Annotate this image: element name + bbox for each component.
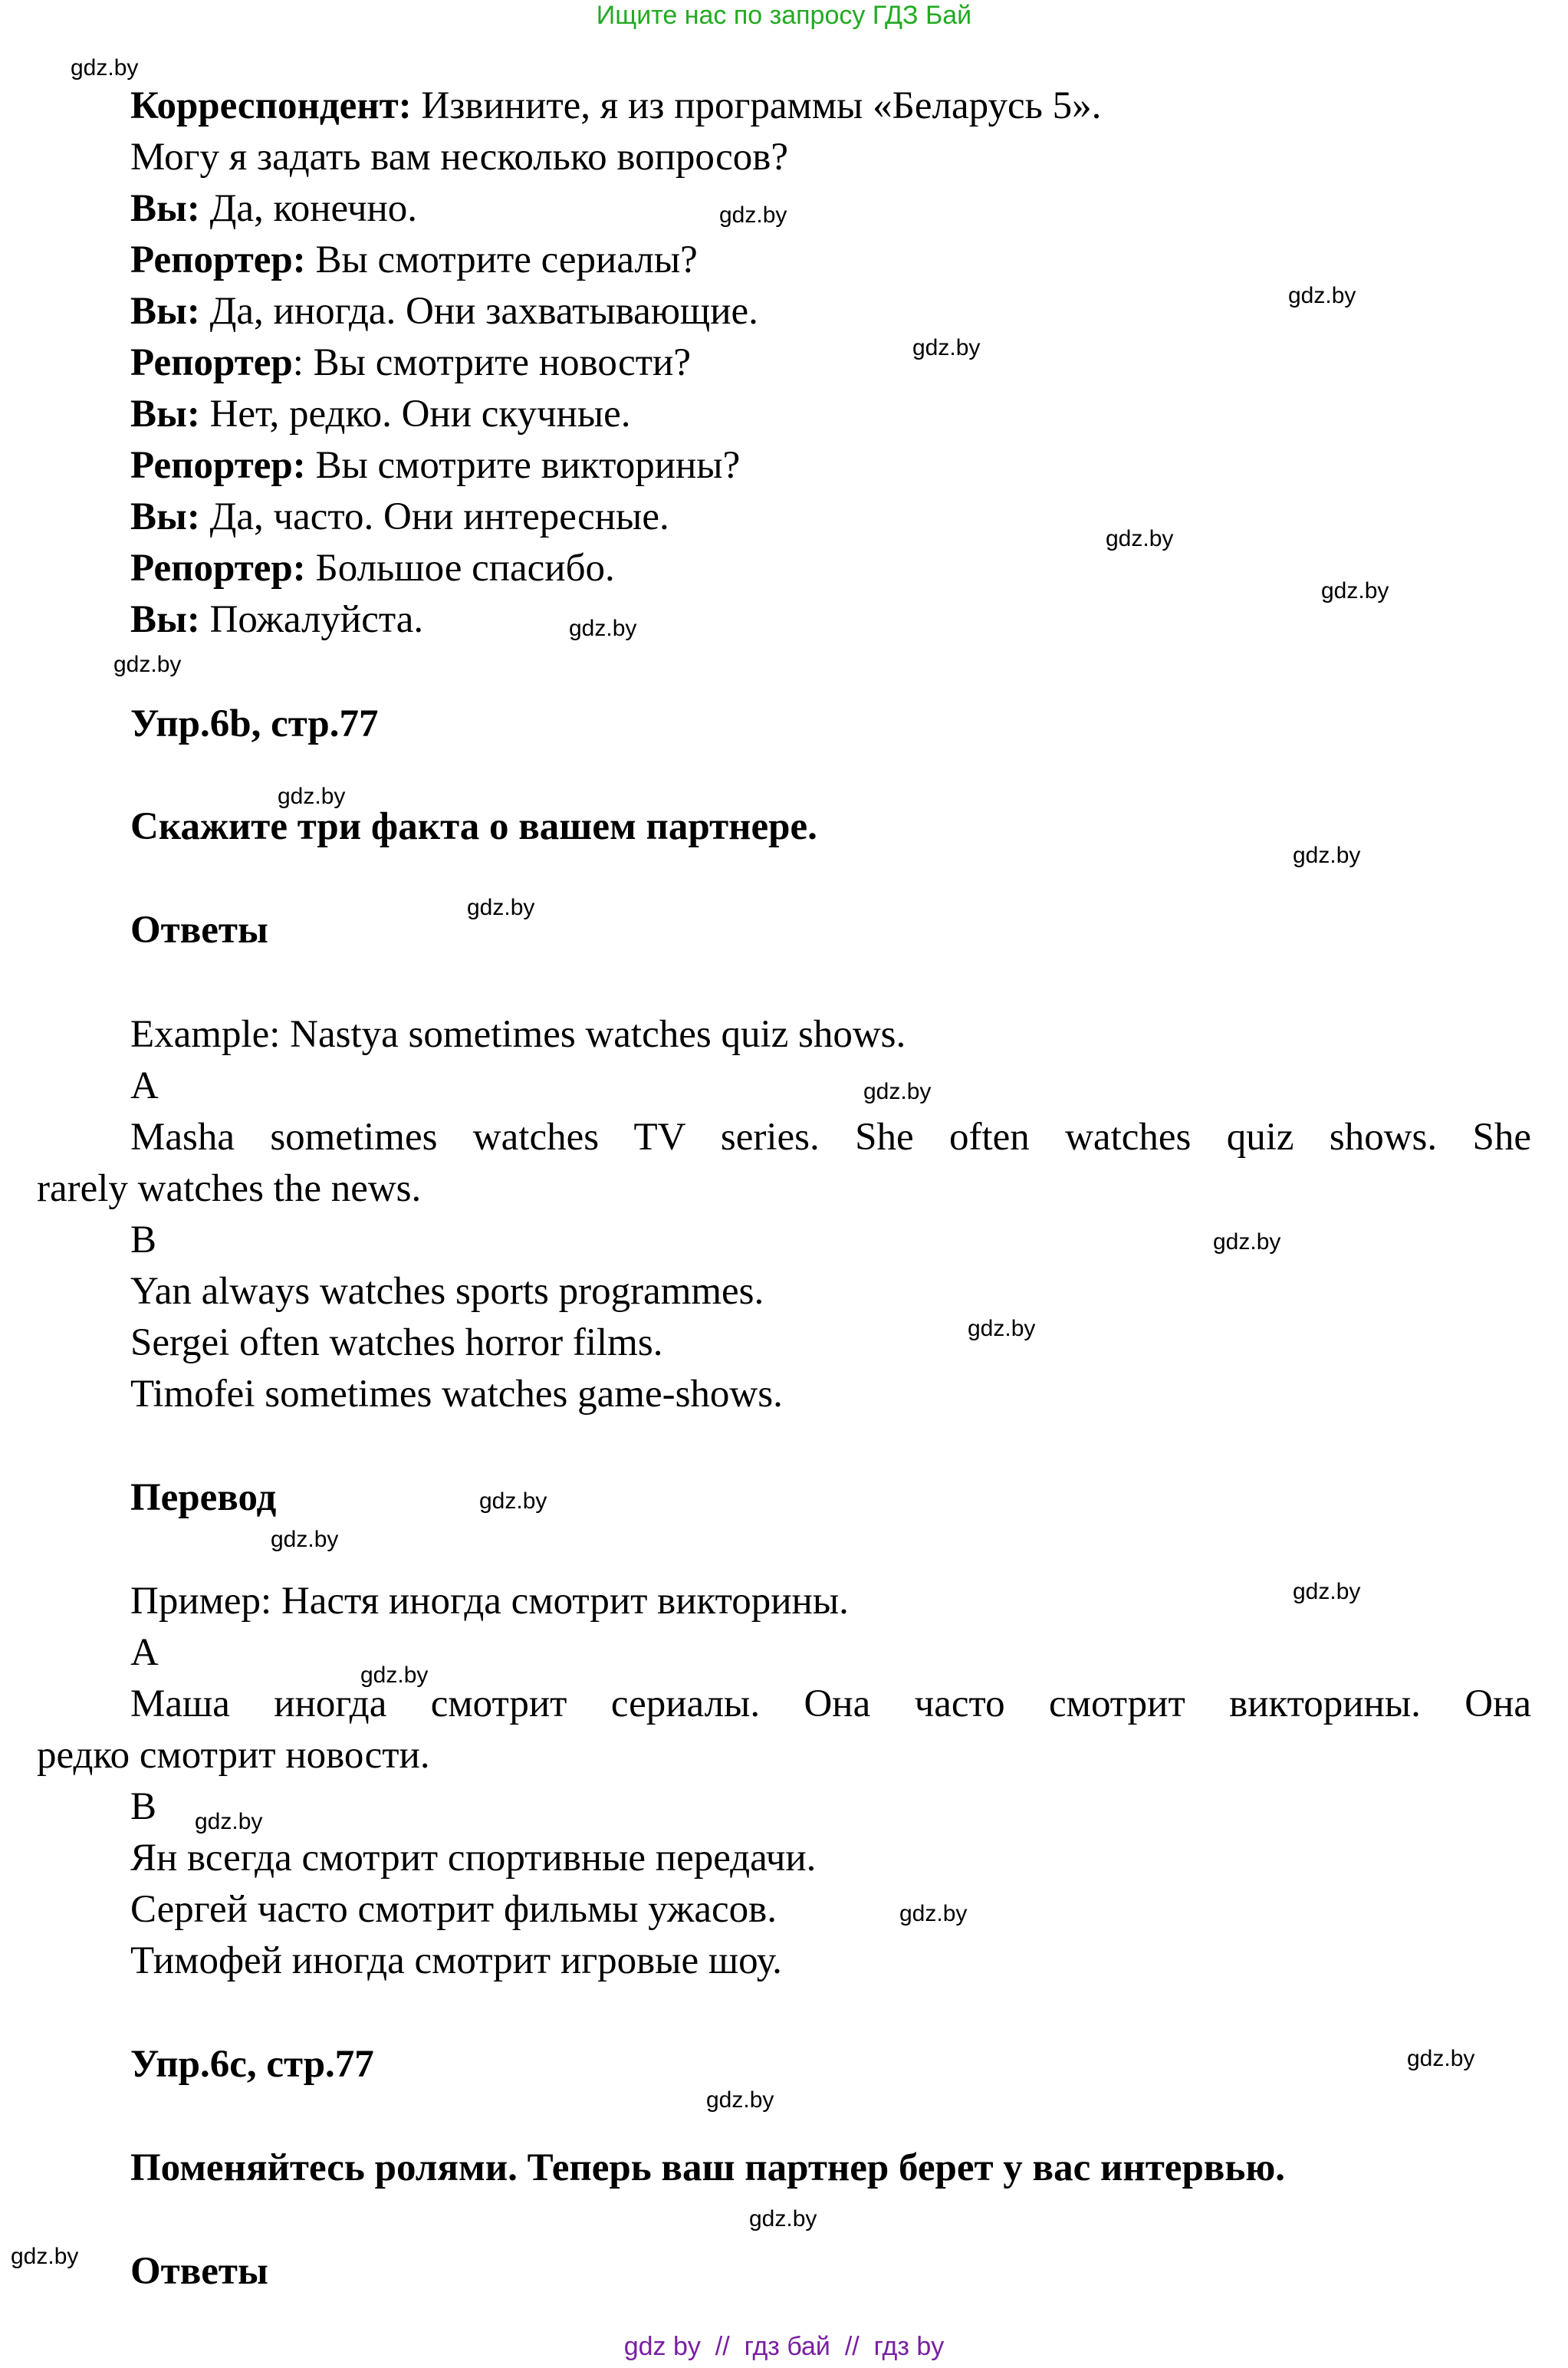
translation-group-a-label: А — [130, 1631, 159, 1674]
speaker-label: Вы: — [130, 290, 200, 333]
dialogue-line — [130, 235, 698, 284]
watermark: gdz.by — [195, 1809, 263, 1834]
footer-links: gdz by // гдз бай // гдз by — [623, 2332, 945, 2361]
example-line: Example: Nastya sometimes watches quiz shows. — [130, 1013, 906, 1056]
watermark: gdz.by — [271, 1527, 339, 1552]
group-b-line: Yan always watches sports programmes. — [130, 1270, 764, 1313]
dialogue-line — [130, 338, 691, 387]
answers-heading: Ответы — [130, 909, 268, 952]
watermark: gdz.by — [360, 1663, 429, 1688]
exercise-6b-heading: Упр.6b, стр.77 — [130, 702, 379, 745]
exercise-6b-task: Скажите три факта о вашем партнере. — [130, 805, 817, 848]
group-a-line: rarely watches the news. — [37, 1167, 422, 1210]
line-text: Да, конечно. — [199, 187, 418, 230]
watermark: gdz.by — [278, 784, 346, 809]
speaker-label: Вы: — [130, 495, 200, 538]
dialogue-line — [130, 184, 417, 233]
speaker-label: Репортер: — [130, 444, 306, 487]
top-banner: Ищите нас по запросу ГДЗ Бай — [596, 1, 972, 30]
translation-group-b-line: Сергей часто смотрит фильмы ужасов. — [130, 1888, 777, 1931]
watermark: gdz.by — [1293, 1579, 1361, 1604]
line-text: Да, иногда. Они захватывающие. — [199, 290, 758, 333]
speaker-label: Репортер — [130, 341, 293, 384]
dialogue-line — [130, 492, 669, 541]
exercise-6c-task: Поменяйтесь ролями. Теперь ваш партнер берет у вас интервью. — [130, 2146, 1286, 2189]
speaker-label: Репортер: — [130, 547, 306, 590]
translation-heading: Перевод — [130, 1476, 277, 1519]
watermark: gdz.by — [71, 55, 139, 81]
dialogue-line — [130, 81, 1101, 130]
dialogue-line — [130, 133, 788, 182]
translation-group-b-line: Тимофей иногда смотрит игровые шоу. — [130, 1939, 782, 1982]
dialogue-line — [130, 544, 615, 593]
dialogue-line — [130, 390, 631, 439]
group-b-line: Timofei sometimes watches game-shows. — [130, 1373, 783, 1416]
watermark: gdz.by — [899, 1901, 968, 1926]
line-text: Большое спасибо. — [305, 547, 615, 590]
group-a-label: A — [130, 1064, 159, 1107]
line-text: Вы смотрите викторины? — [305, 444, 741, 487]
watermark: gdz.by — [706, 2087, 774, 2113]
watermark: gdz.by — [569, 616, 637, 641]
translation-group-b-label: В — [130, 1785, 157, 1828]
exercise-6c-heading: Упр.6c, стр.77 — [130, 2043, 374, 2086]
translation-group-b-line: Ян всегда смотрит спортивные передачи. — [130, 1837, 817, 1880]
answers-heading: Ответы — [130, 2250, 268, 2293]
watermark: gdz.by — [1407, 2046, 1475, 2071]
watermark: gdz.by — [467, 895, 535, 920]
translation-example-line: Пример: Настя иногда смотрит викторины. — [130, 1580, 849, 1623]
group-b-label: B — [130, 1219, 157, 1261]
translation-group-a-line: редко смотрит новости. — [37, 1734, 430, 1777]
watermark: gdz.by — [749, 2206, 817, 2232]
group-a-line: Masha sometimes watches TV series. She often watches quiz shows. She — [130, 1116, 1531, 1159]
dialogue-line — [130, 441, 740, 490]
watermark: gdz.by — [863, 1079, 932, 1104]
translation-group-a-line: Маша иногда смотрит сериалы. Она часто смотрит викторины. Она — [130, 1682, 1531, 1725]
speaker-label: Корреспондент: — [130, 84, 412, 127]
speaker-label: Вы: — [130, 187, 200, 230]
watermark: gdz.by — [968, 1316, 1036, 1341]
watermark: gdz.by — [11, 2244, 79, 2269]
dialogue-line — [130, 595, 423, 644]
watermark: gdz.by — [1213, 1229, 1281, 1255]
line-text: Извините, я из программы «Беларусь 5». — [411, 84, 1102, 127]
line-text: Вы смотрите сериалы? — [305, 238, 698, 281]
watermark: gdz.by — [1106, 526, 1174, 551]
speaker-label: Вы: — [130, 393, 200, 436]
group-b-line: Sergei often watches horror films. — [130, 1321, 663, 1364]
watermark: gdz.by — [1288, 283, 1356, 308]
watermark: gdz.by — [113, 652, 182, 677]
watermark: gdz.by — [479, 1488, 547, 1514]
speaker-label: Репортер: — [130, 238, 306, 281]
watermark: gdz.by — [912, 335, 981, 360]
line-text: Да, часто. Они интересные. — [199, 495, 669, 538]
line-text: Пожалуйста. — [199, 598, 424, 641]
line-text: Могу я задать вам несколько вопросов? — [130, 136, 789, 179]
watermark: gdz.by — [719, 202, 787, 228]
speaker-label: Вы: — [130, 598, 200, 641]
line-text: : Вы смотрите новости? — [292, 341, 691, 384]
watermark: gdz.by — [1321, 578, 1389, 604]
watermark: gdz.by — [1293, 843, 1361, 868]
dialogue-line — [130, 287, 758, 336]
line-text: Нет, редко. Они скучные. — [199, 393, 631, 436]
